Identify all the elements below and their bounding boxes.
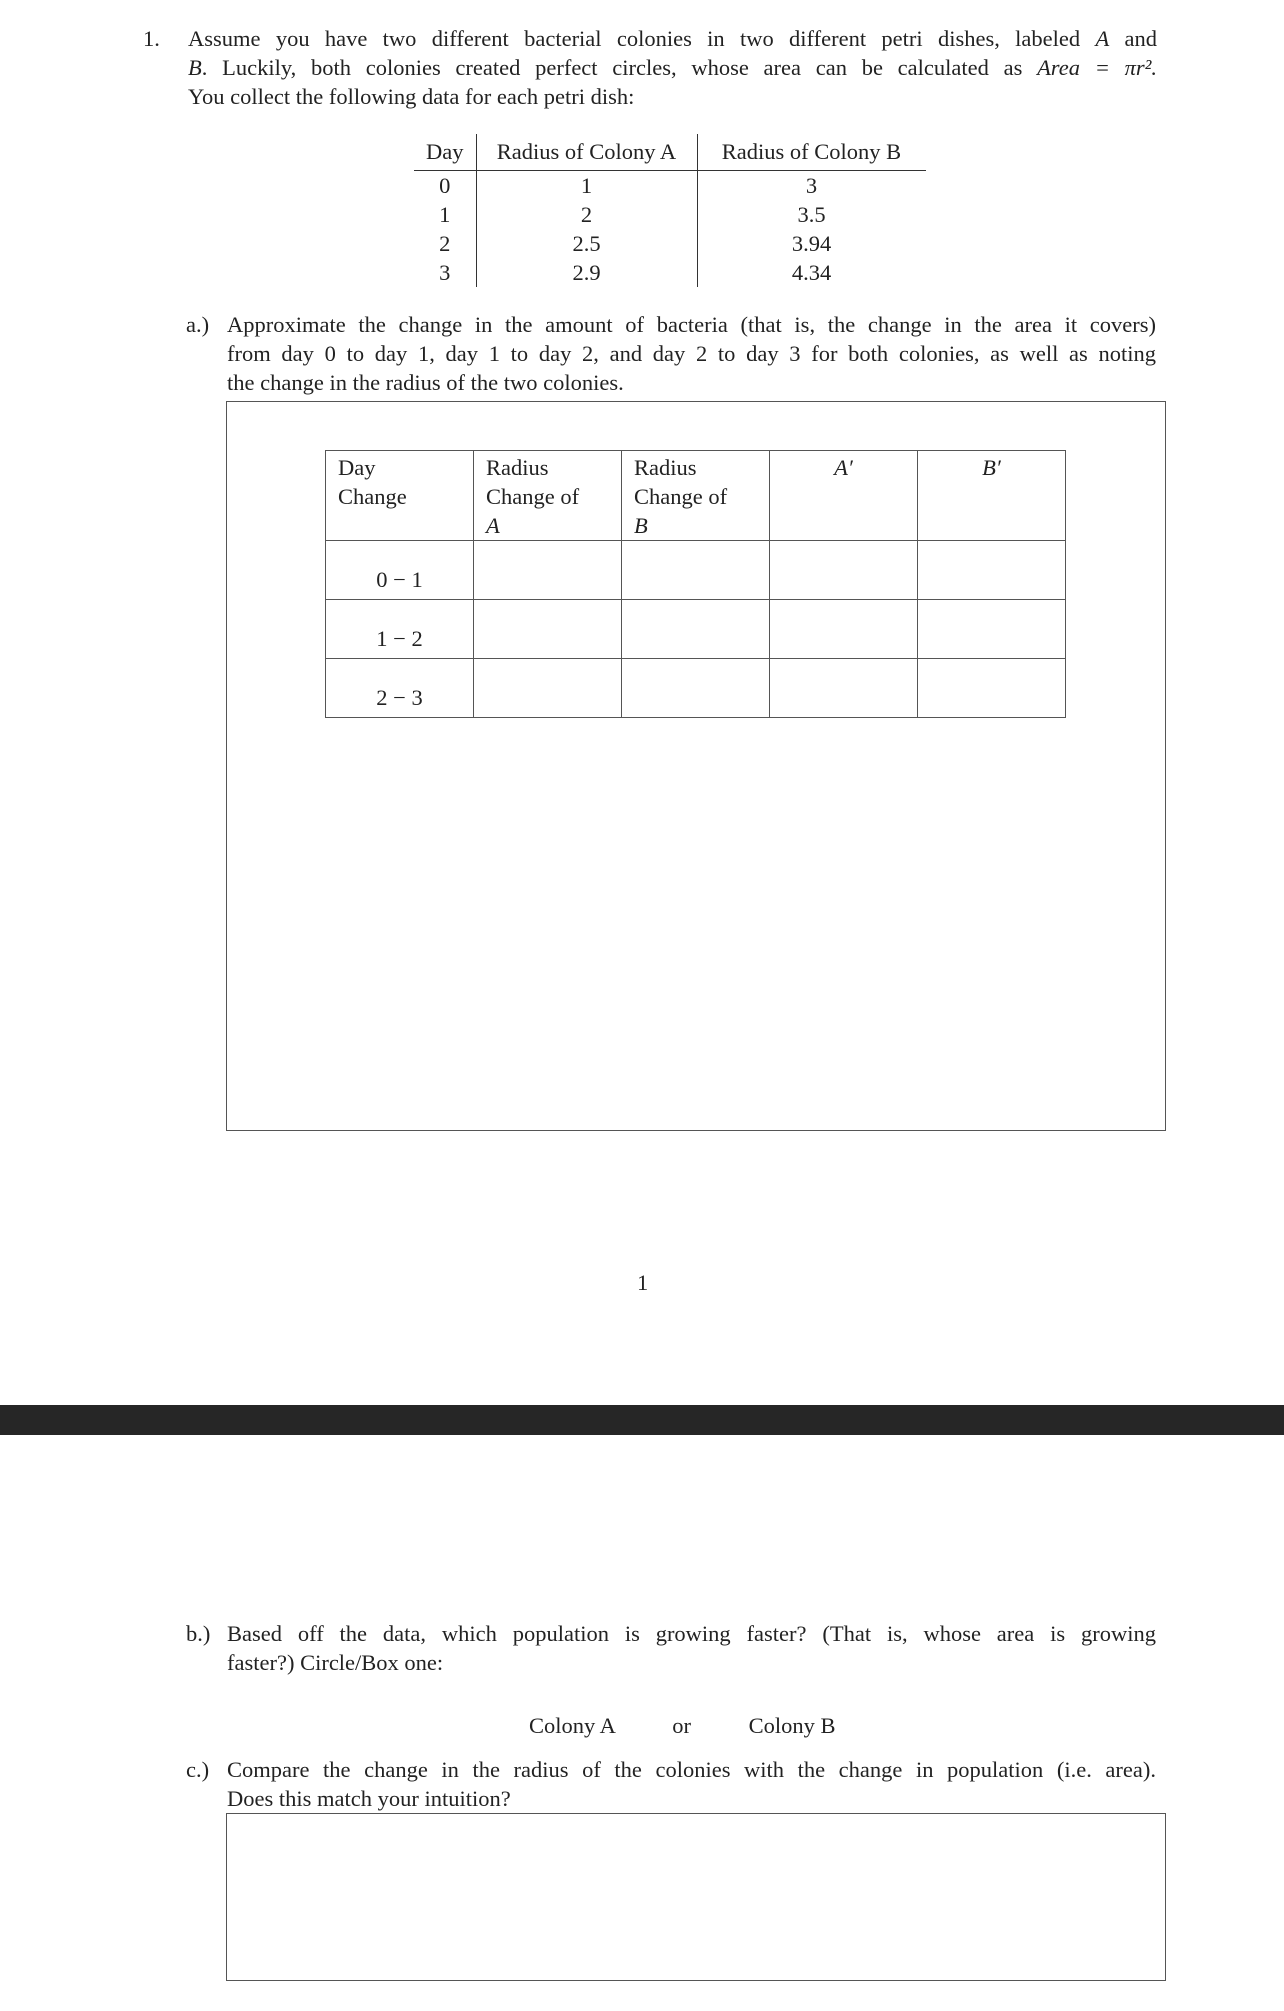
- page-number: 1: [637, 1270, 649, 1295]
- problem-number: 1.: [143, 26, 160, 51]
- var-b: B: [188, 55, 202, 80]
- day-change-cell: 1 − 2: [326, 600, 474, 659]
- page-divider: [0, 1405, 1284, 1435]
- table-row: [326, 541, 1066, 600]
- var-a: A: [1095, 26, 1110, 51]
- header-radius-change-a: Radius Change of A: [474, 451, 622, 541]
- intro-and: and: [1124, 26, 1158, 51]
- part-b-label: b.): [186, 1621, 211, 1646]
- table-row: [414, 200, 926, 229]
- answer-cell[interactable]: [474, 600, 622, 659]
- answer-cell[interactable]: [918, 541, 1066, 600]
- cell-radius-b: 3: [805, 173, 818, 198]
- cell-radius-a: 2.5: [476, 229, 697, 258]
- cell-radius-a: 2: [476, 200, 697, 229]
- answer-cell[interactable]: [474, 541, 622, 600]
- answer-cell[interactable]: [622, 600, 770, 659]
- work-table-header-row: [326, 451, 1066, 541]
- table-row: [326, 659, 1066, 718]
- cell-day: 2: [414, 229, 476, 258]
- header-a-prime: A′: [770, 451, 918, 541]
- header-radius-change-b: Radius Change of B: [622, 451, 770, 541]
- day-change-cell: 2 − 3: [326, 659, 474, 718]
- part-b-question: [186, 1619, 1156, 1677]
- answer-cell[interactable]: [770, 659, 918, 718]
- header-day-change: Day Change: [326, 451, 474, 541]
- header-var-b: B: [634, 513, 648, 538]
- cell-day: 1: [414, 200, 476, 229]
- table-row: [414, 171, 926, 201]
- area-formula: Area = πr².: [1037, 55, 1158, 80]
- answer-cell[interactable]: [474, 659, 622, 718]
- intro-line-1: Assume you have two different bacterial colonies in two different petri dishes, labeled: [188, 26, 1081, 51]
- answer-cell[interactable]: [770, 600, 918, 659]
- change-work-table: [325, 450, 1066, 718]
- answer-cell[interactable]: [918, 659, 1066, 718]
- part-a-question: [186, 310, 1156, 397]
- table-row: [326, 600, 1066, 659]
- cell-radius-b: 3.94: [791, 231, 832, 256]
- answer-cell[interactable]: [622, 659, 770, 718]
- header-day: Day: [414, 134, 476, 171]
- intro-line-2: . Luckily, both colonies created perfect circles, whose area can be calculated as: [201, 55, 1023, 80]
- part-c-line-2: Does this match your intuition?: [227, 1786, 511, 1811]
- part-b-line-2: faster?) Circle/Box one:: [227, 1650, 444, 1675]
- answer-cell[interactable]: [770, 541, 918, 600]
- part-c-question: [186, 1755, 1156, 1813]
- colony-choice: [529, 1711, 836, 1740]
- header-b-prime: B′: [918, 451, 1066, 541]
- table-header-row: [414, 134, 926, 171]
- table-row: [414, 258, 926, 287]
- cell-day: 3: [414, 258, 476, 287]
- problem-intro: [143, 24, 1157, 111]
- cell-day: 0: [414, 171, 476, 201]
- cell-radius-a: 2.9: [476, 258, 697, 287]
- part-a-line-3: the change in the radius of the two colonies.: [227, 370, 624, 395]
- part-a-label: a.): [186, 312, 210, 337]
- cell-radius-b: 3.5: [797, 202, 826, 227]
- part-c-answer-box[interactable]: [226, 1813, 1166, 1981]
- answer-cell[interactable]: [918, 600, 1066, 659]
- part-a-line-1: Approximate the change in the amount of bacteria (that is, the change in the area it covers): [227, 312, 1156, 337]
- cell-radius-a: 1: [476, 171, 697, 201]
- option-colony-b[interactable]: Colony B: [748, 1713, 836, 1738]
- choice-or: or: [672, 1713, 692, 1738]
- part-b-line-1: Based off the data, which population is growing faster? (That is, whose area is growing: [227, 1621, 1156, 1646]
- option-colony-a[interactable]: Colony A: [529, 1713, 615, 1738]
- header-radius-b: Radius of Colony B: [697, 134, 926, 171]
- header-var-a: A: [486, 513, 500, 538]
- cell-radius-b: 4.34: [791, 260, 832, 285]
- intro-line-3: You collect the following data for each petri dish:: [188, 84, 635, 109]
- part-c-label: c.): [186, 1757, 210, 1782]
- header-radius-a: Radius of Colony A: [476, 134, 697, 171]
- table-row: [414, 229, 926, 258]
- answer-cell[interactable]: [622, 541, 770, 600]
- radius-data-table: [414, 134, 926, 287]
- day-change-cell: 0 − 1: [326, 541, 474, 600]
- part-a-line-2: from day 0 to day 1, day 1 to day 2, and day 2 to day 3 for both colonies, as well as noting: [227, 341, 1156, 366]
- part-c-line-1: Compare the change in the radius of the colonies with the change in population (i.e. area).: [227, 1757, 1156, 1782]
